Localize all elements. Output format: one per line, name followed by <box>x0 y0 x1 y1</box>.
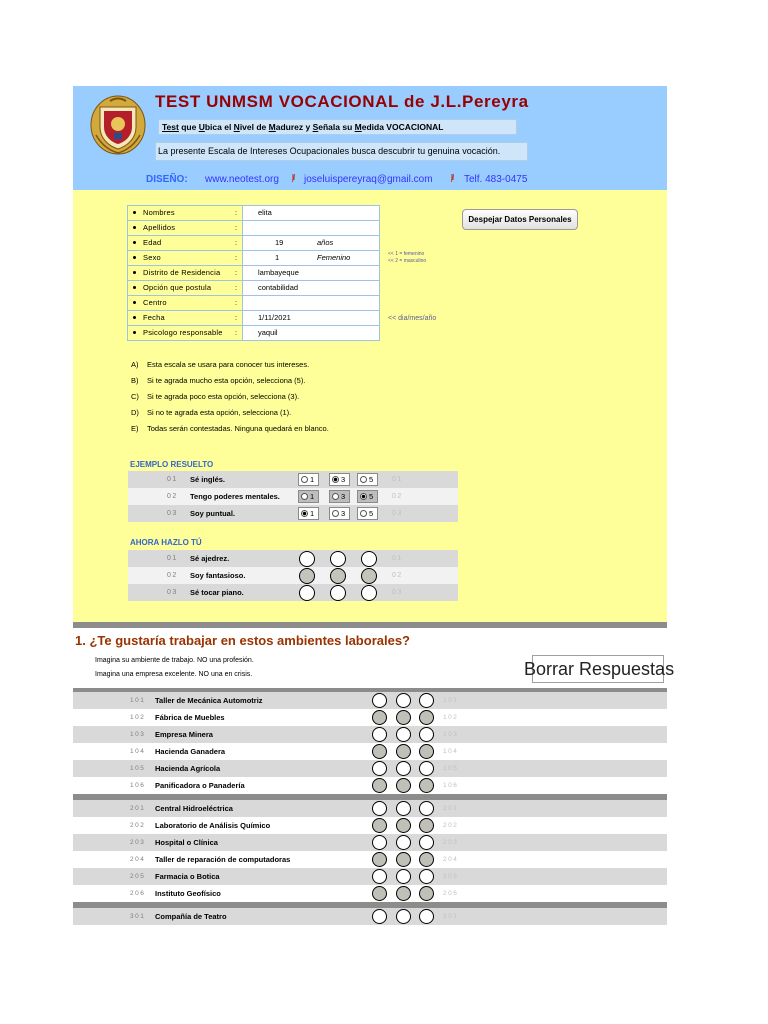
field-separator: : <box>235 298 238 307</box>
personal-label-cell <box>127 311 243 326</box>
question-text: Compañía de Teatro <box>155 912 227 921</box>
question-number-right: 105 <box>443 765 459 772</box>
question-row <box>73 834 667 851</box>
option-label: 3 <box>341 475 346 484</box>
item-text: Soy puntual. <box>190 509 235 518</box>
answer-option-3-radio[interactable] <box>396 835 411 850</box>
option-3-radio[interactable] <box>329 490 350 503</box>
question-number: 301 <box>130 913 146 920</box>
answer-option-3-radio[interactable] <box>396 744 411 759</box>
option-3-radio[interactable] <box>329 507 350 520</box>
section-1-title: 1. ¿Te gustaría trabajar en estos ambientes laborales? <box>75 633 410 648</box>
item-number-right: 02 <box>392 572 403 579</box>
answer-option-1-radio[interactable] <box>372 909 387 924</box>
answer-option-1-radio[interactable] <box>372 727 387 742</box>
answer-option-1-radio[interactable] <box>372 869 387 884</box>
option-5-radio[interactable] <box>361 585 377 601</box>
question-number-right: 106 <box>443 782 459 789</box>
question-text: Farmacia o Botica <box>155 872 220 881</box>
personal-row <box>127 221 380 236</box>
question-text: Fábrica de Muebles <box>155 713 225 722</box>
item-number: 01 <box>167 555 178 562</box>
item-text: Soy fantasioso. <box>190 571 246 580</box>
subtitle-initial: U <box>198 122 205 132</box>
option-3-radio[interactable] <box>330 585 346 601</box>
instruction-item <box>131 421 329 437</box>
question-text: Hacienda Agrícola <box>155 764 221 773</box>
question-text: Hacienda Ganadera <box>155 747 226 756</box>
personal-label-cell <box>127 266 243 281</box>
radio-circle-icon <box>332 510 339 517</box>
item-number: 03 <box>167 510 178 517</box>
personal-field-unit: Femenino <box>317 253 351 262</box>
question-row <box>73 692 667 709</box>
phone-text: Telf. 483-0475 <box>464 174 528 185</box>
question-number: 204 <box>130 856 146 863</box>
personal-row <box>127 311 380 326</box>
radio-circle-icon <box>332 476 339 483</box>
answer-option-1-radio[interactable] <box>372 778 387 793</box>
option-label: 3 <box>341 509 346 518</box>
question-text: Taller de reparación de computadoras <box>155 855 291 864</box>
question-number: 206 <box>130 890 146 897</box>
option-label: 1 <box>310 475 315 484</box>
question-text: Empresa Minera <box>155 730 213 739</box>
item-number: 03 <box>167 589 178 596</box>
radio-circle-icon <box>301 476 308 483</box>
subtitle-initial: M <box>268 122 276 132</box>
bullet-icon <box>133 331 136 334</box>
item-number: 02 <box>167 493 178 500</box>
item-text: Sé tocar piano. <box>190 588 244 597</box>
question-text: Hospital o Clínica <box>155 838 218 847</box>
question-number-right: 206 <box>443 890 459 897</box>
answer-option-3-radio[interactable] <box>396 801 411 816</box>
answer-option-3-radio[interactable] <box>396 869 411 884</box>
header-banner <box>73 86 667 190</box>
personal-field-label: Distrito de Residencia <box>143 268 221 277</box>
instruction-item <box>131 373 329 389</box>
bullet-icon <box>133 286 136 289</box>
example-table <box>128 471 458 522</box>
design-separator: / <box>451 174 454 185</box>
personal-field-label: Sexo <box>143 253 161 262</box>
subtitle-text: que <box>178 122 199 132</box>
option-3-radio[interactable] <box>330 568 346 584</box>
answer-option-1-radio[interactable] <box>372 852 387 867</box>
answer-option-5-radio[interactable] <box>419 761 434 776</box>
instructions-list <box>131 357 329 437</box>
personal-label-cell <box>127 281 243 296</box>
answer-option-1-radio[interactable] <box>372 835 387 850</box>
answer-option-1-radio[interactable] <box>372 761 387 776</box>
practice-title: AHORA HAZLO TÚ <box>130 538 202 547</box>
personal-field-value: 19 <box>275 238 284 247</box>
answer-option-5-radio[interactable] <box>419 801 434 816</box>
radio-circle-icon <box>360 476 367 483</box>
subtitle-text: eñala su <box>318 122 355 132</box>
field-separator: : <box>235 238 238 247</box>
instruction-text: Si no te agrada esta opción, selecciona (1). <box>147 408 292 417</box>
item-number-right: 02 <box>392 493 403 500</box>
practice-table <box>128 550 458 601</box>
personal-label-cell <box>127 251 243 266</box>
section-1-question-list <box>73 692 667 925</box>
option-3-radio[interactable] <box>330 551 346 567</box>
radio-circle-icon <box>301 510 308 517</box>
answer-option-5-radio[interactable] <box>419 886 434 901</box>
example-row <box>128 488 458 505</box>
option-label: 5 <box>369 509 374 518</box>
field-separator: : <box>235 223 238 232</box>
radio-circle-icon <box>332 493 339 500</box>
email-link[interactable]: joseluispereyraq@gmail.com <box>304 174 433 185</box>
question-row <box>73 777 667 794</box>
field-separator: : <box>235 283 238 292</box>
section-note: Imagina su ambiente de trabajo. NO una profesión. <box>95 657 254 664</box>
personal-field-value: elita <box>258 208 272 217</box>
bullet-icon <box>133 211 136 214</box>
personal-field-input[interactable] <box>243 266 380 281</box>
title-main: TEST UNMSM VOCACIONAL <box>155 92 399 111</box>
question-number-right: 101 <box>443 697 459 704</box>
personal-row <box>127 266 380 281</box>
radio-circle-icon <box>301 493 308 500</box>
field-separator: : <box>235 313 238 322</box>
field-separator: : <box>235 328 238 337</box>
option-1-radio[interactable] <box>298 507 319 520</box>
question-number: 202 <box>130 822 146 829</box>
title-author: de J.L.Pereyra <box>398 92 529 111</box>
instruction-letter: C) <box>131 392 139 401</box>
fecha-note: << dia/mes/año <box>388 315 437 322</box>
sexo-note-line: << 1 = femenino <box>388 251 425 257</box>
answer-option-5-radio[interactable] <box>419 818 434 833</box>
answer-option-3-radio[interactable] <box>396 852 411 867</box>
design-separator: / <box>292 174 295 185</box>
personal-field-input[interactable] <box>243 326 380 341</box>
personal-label-cell <box>127 296 243 311</box>
answer-option-1-radio[interactable] <box>372 744 387 759</box>
question-number: 101 <box>130 697 146 704</box>
option-label: 3 <box>341 492 346 501</box>
answer-option-5-radio[interactable] <box>419 744 434 759</box>
question-number: 203 <box>130 839 146 846</box>
question-number-right: 103 <box>443 731 459 738</box>
question-number: 103 <box>130 731 146 738</box>
option-5-radio[interactable] <box>357 507 378 520</box>
question-row <box>73 868 667 885</box>
answer-option-1-radio[interactable] <box>372 818 387 833</box>
personal-data-table <box>127 205 380 341</box>
radio-circle-icon <box>360 493 367 500</box>
option-5-radio[interactable] <box>361 551 377 567</box>
personal-field-label: Fecha <box>143 313 165 322</box>
bullet-icon <box>133 301 136 304</box>
answer-option-5-radio[interactable] <box>419 693 434 708</box>
answer-option-1-radio[interactable] <box>372 710 387 725</box>
field-separator: : <box>235 268 238 277</box>
personal-label-cell <box>127 326 243 341</box>
answer-option-3-radio[interactable] <box>396 761 411 776</box>
answer-option-3-radio[interactable] <box>396 693 411 708</box>
question-row <box>73 908 667 925</box>
question-number: 104 <box>130 748 146 755</box>
personal-field-value: 1 <box>275 253 280 262</box>
personal-field-label: Psicologo responsable <box>143 328 223 337</box>
subtitle-text: bica el <box>204 122 234 132</box>
subtitle-initial: M <box>354 122 362 132</box>
page-title <box>155 92 529 112</box>
instruction-letter: E) <box>131 424 139 433</box>
question-text: Panificadora o Panadería <box>155 781 245 790</box>
option-label: 5 <box>369 492 374 501</box>
option-5-radio[interactable] <box>357 473 378 486</box>
personal-field-label: Apellidos <box>143 223 176 232</box>
question-number-right: 203 <box>443 839 459 846</box>
subtitle-text: ivel de <box>239 122 269 132</box>
bullet-icon <box>133 241 136 244</box>
practice-row <box>128 584 458 601</box>
subtitle-text: edida VOCACIONAL <box>361 122 444 132</box>
option-label: 1 <box>310 492 315 501</box>
option-label: 1 <box>310 509 315 518</box>
practice-row <box>128 550 458 567</box>
subtitle-text: adurez y <box>275 122 313 132</box>
answer-option-5-radio[interactable] <box>419 835 434 850</box>
option-5-radio[interactable] <box>361 568 377 584</box>
subtitle-initial: Test <box>162 122 179 132</box>
question-text: Central Hidroeléctrica <box>155 804 233 813</box>
instruction-item <box>131 405 329 421</box>
answer-option-5-radio[interactable] <box>419 852 434 867</box>
personal-field-label: Nombres <box>143 208 175 217</box>
answer-option-5-radio[interactable] <box>419 727 434 742</box>
instruction-text: Todas serán contestadas. Ninguna quedará en blanco. <box>147 424 329 433</box>
personal-row <box>127 206 380 221</box>
example-title: EJEMPLO RESUELTO <box>130 460 214 469</box>
bullet-icon <box>133 271 136 274</box>
instruction-item <box>131 389 329 405</box>
answer-option-3-radio[interactable] <box>396 710 411 725</box>
item-text: Sé ajedrez. <box>190 554 230 563</box>
question-text: Taller de Mecánica Automotriz <box>155 696 263 705</box>
question-number-right: 102 <box>443 714 459 721</box>
personal-field-input[interactable] <box>243 251 380 266</box>
instruction-letter: D) <box>131 408 139 417</box>
question-number-right: 202 <box>443 822 459 829</box>
question-row <box>73 851 667 868</box>
item-number-right: 01 <box>392 555 403 562</box>
personal-field-value: contabilidad <box>258 283 299 292</box>
personal-field-input[interactable] <box>243 311 380 326</box>
personal-field-input[interactable] <box>243 206 380 221</box>
personal-label-cell <box>127 206 243 221</box>
answer-option-5-radio[interactable] <box>419 778 434 793</box>
university-crest-icon <box>90 95 146 155</box>
question-row <box>73 885 667 902</box>
answer-option-3-radio[interactable] <box>396 778 411 793</box>
question-row <box>73 817 667 834</box>
personal-field-label: Edad <box>143 238 162 247</box>
description-box: La presente Escala de Intereses Ocupacionales busca descubrir tu genuina vocación. <box>155 142 528 161</box>
question-row <box>73 743 667 760</box>
personal-row <box>127 281 380 296</box>
field-separator: : <box>235 208 238 217</box>
question-number: 201 <box>130 805 146 812</box>
item-number: 01 <box>167 476 178 483</box>
radio-circle-icon <box>360 510 367 517</box>
item-number: 02 <box>167 572 178 579</box>
answer-option-1-radio[interactable] <box>372 801 387 816</box>
subtitle-initial: N <box>233 122 240 132</box>
design-label: DISEÑO: <box>146 174 188 185</box>
question-row <box>73 760 667 777</box>
question-number: 205 <box>130 873 146 880</box>
question-number: 105 <box>130 765 146 772</box>
option-1-radio[interactable] <box>299 585 315 601</box>
question-row <box>73 726 667 743</box>
question-number: 106 <box>130 782 146 789</box>
practice-row <box>128 567 458 584</box>
answer-option-3-radio[interactable] <box>396 886 411 901</box>
personal-field-value: yaquil <box>258 328 278 337</box>
personal-row <box>127 326 380 341</box>
question-row <box>73 800 667 817</box>
section-1-notes <box>95 654 254 682</box>
answer-option-3-radio[interactable] <box>396 818 411 833</box>
answer-option-5-radio[interactable] <box>419 909 434 924</box>
question-number-right: 205 <box>443 873 459 880</box>
personal-field-value: lambayeque <box>258 268 299 277</box>
bullet-icon <box>133 256 136 259</box>
item-number-right: 03 <box>392 589 403 596</box>
option-3-radio[interactable] <box>329 473 350 486</box>
option-label: 5 <box>369 475 374 484</box>
subtitle-initial: S <box>312 122 319 132</box>
personal-field-input[interactable] <box>243 221 380 236</box>
item-number-right: 01 <box>392 476 403 483</box>
answer-option-5-radio[interactable] <box>419 710 434 725</box>
example-row <box>128 471 458 488</box>
website-link[interactable]: www.neotest.org <box>205 174 279 185</box>
personal-field-input[interactable] <box>243 296 380 311</box>
option-1-radio[interactable] <box>299 568 315 584</box>
answer-option-5-radio[interactable] <box>419 869 434 884</box>
subtitle-box <box>158 119 517 135</box>
instruction-letter: A) <box>131 360 139 369</box>
answer-option-3-radio[interactable] <box>396 727 411 742</box>
field-separator: : <box>235 253 238 262</box>
instruction-text: Esta escala se usara para conocer tus intereses. <box>147 360 310 369</box>
answer-option-3-radio[interactable] <box>396 909 411 924</box>
personal-field-unit: años <box>317 238 334 247</box>
sexo-note-line: << 2 = masculino <box>388 258 427 264</box>
instruction-letter: B) <box>131 376 139 385</box>
section-note: Imagina una empresa excelente. NO una en crisis. <box>95 671 253 678</box>
instruction-text: Si te agrada mucho esta opción, selecciona (5). <box>147 376 306 385</box>
question-text: Instituto Geofísico <box>155 889 221 898</box>
option-1-radio[interactable] <box>298 490 319 503</box>
option-5-radio[interactable] <box>357 490 378 503</box>
option-1-radio[interactable] <box>299 551 315 567</box>
item-text: Sé inglés. <box>190 475 226 484</box>
form-panel <box>73 190 667 622</box>
question-number-right: 204 <box>443 856 459 863</box>
question-number: 102 <box>130 714 146 721</box>
personal-field-label: Opción que postula <box>143 283 212 292</box>
personal-field-value: 1/11/2021 <box>258 313 291 322</box>
personal-field-label: Centro <box>143 298 167 307</box>
personal-row <box>127 251 380 266</box>
answer-option-1-radio[interactable] <box>372 886 387 901</box>
question-number-right: 301 <box>443 913 459 920</box>
item-number-right: 03 <box>392 510 403 517</box>
bullet-icon <box>133 226 136 229</box>
item-text: Tengo poderes mentales. <box>190 492 280 501</box>
personal-row <box>127 236 380 251</box>
personal-field-input[interactable] <box>243 236 380 251</box>
question-row <box>73 709 667 726</box>
clear-answers-button[interactable]: Borrar Respuestas <box>532 655 664 683</box>
section-divider <box>73 622 667 628</box>
answer-option-1-radio[interactable] <box>372 693 387 708</box>
bullet-icon <box>133 316 136 319</box>
personal-row <box>127 296 380 311</box>
personal-label-cell <box>127 236 243 251</box>
example-row <box>128 505 458 522</box>
question-number-right: 104 <box>443 748 459 755</box>
sexo-note <box>388 251 426 265</box>
question-text: Laboratorio de Análisis Químico <box>155 821 271 830</box>
option-1-radio[interactable] <box>298 473 319 486</box>
instruction-text: Si te agrada poco esta opción, selecciona (3). <box>147 392 300 401</box>
clear-personal-data-button[interactable]: Despejar Datos Personales <box>462 209 578 230</box>
instruction-item <box>131 357 329 373</box>
question-number-right: 201 <box>443 805 459 812</box>
personal-field-input[interactable] <box>243 281 380 296</box>
personal-label-cell <box>127 221 243 236</box>
